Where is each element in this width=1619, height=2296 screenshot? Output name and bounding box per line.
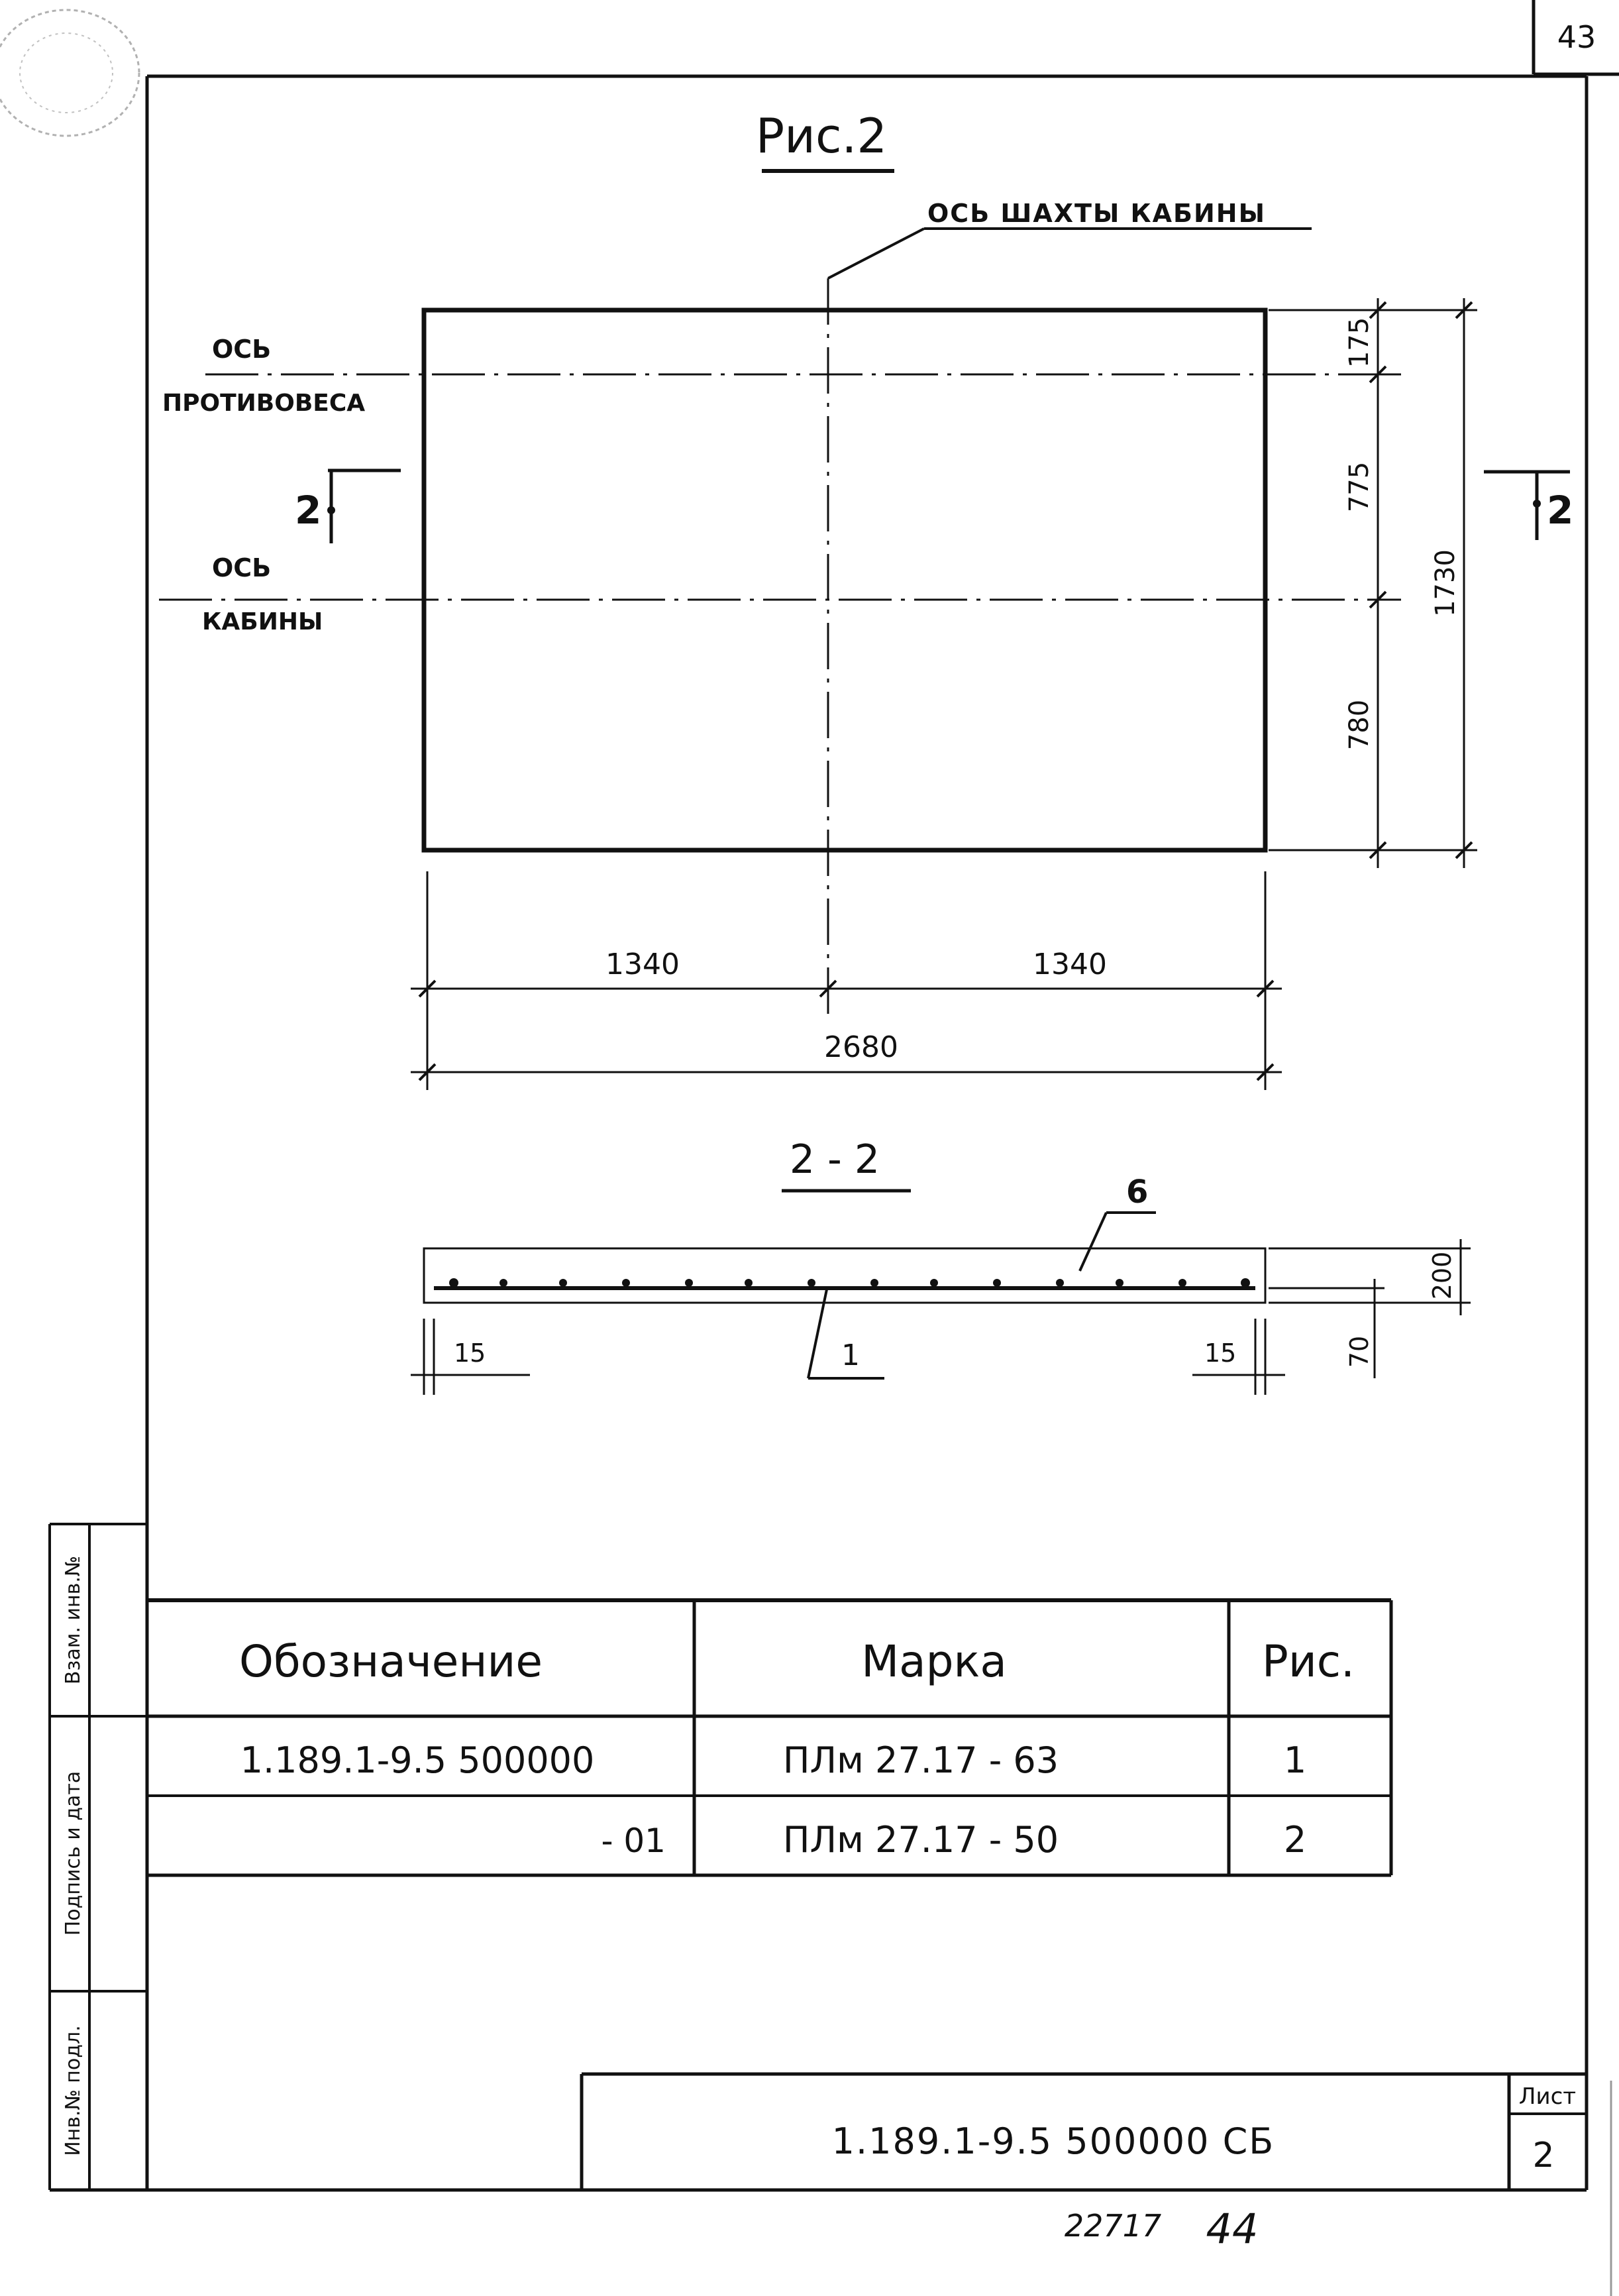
bottom-handwritten-number: 44: [1206, 2205, 1259, 2253]
dim-1340-right: 1340: [1033, 948, 1107, 981]
section-rebar-dots: [449, 1278, 1250, 1287]
shaft-axis-label: ОСЬ ШАХТЫ КАБИНЫ: [927, 199, 1266, 228]
side-label-1: Взам. инв.№: [62, 1555, 85, 1685]
figure-title: Рис.2: [755, 108, 888, 164]
corner-number: 43: [1557, 19, 1596, 55]
dim-2680: 2680: [824, 1030, 898, 1064]
counterweight-axis-label-2: ПРОТИВОВЕСА: [162, 390, 366, 417]
shaft-axis-leader: [828, 229, 924, 278]
spec-header-designation: Обозначение: [239, 1636, 543, 1687]
stamp-residue: [0, 10, 139, 136]
spec-row2-mark: ПЛм 27.17 - 50: [782, 1819, 1059, 1861]
svg-text:2: 2: [1547, 488, 1574, 533]
title-block-sheet-label: Лист: [1518, 2083, 1577, 2110]
section-title: 2 - 2: [789, 1136, 880, 1183]
svg-text:2: 2: [295, 488, 322, 533]
dim-200: 200: [1428, 1251, 1457, 1300]
section-side-dimensions: [411, 1239, 1471, 1395]
bottom-code: 22717: [1064, 2208, 1162, 2244]
section-mark-left: [295, 470, 401, 543]
section-slab-outline: [424, 1248, 1265, 1303]
dim-1340-left: 1340: [605, 948, 680, 981]
dim-15-right: 15: [1204, 1339, 1237, 1368]
dim-70: 70: [1345, 1335, 1374, 1368]
callout-6: 6: [1126, 1174, 1149, 1211]
spec-row2-designation: - 01: [601, 1822, 666, 1860]
counterweight-axis-label-1: ОСЬ: [212, 335, 272, 364]
spec-row1-designation: 1.189.1-9.5 500000: [240, 1739, 595, 1781]
dim-780: 780: [1344, 699, 1375, 751]
side-label-2: Подпись и дата: [62, 1771, 85, 1936]
spec-row2-fig: 2: [1283, 1819, 1307, 1861]
dim-775: 775: [1344, 461, 1375, 513]
side-label-3: Инв.№ подл.: [62, 2025, 85, 2156]
dim-175: 175: [1344, 317, 1375, 368]
section-mark-right: [1484, 472, 1573, 540]
title-block-sheet-number: 2: [1532, 2136, 1555, 2175]
cabin-axis-label-2: КАБИНЫ: [202, 608, 323, 635]
side-stamp: [50, 1524, 147, 2190]
callout-6-leader: [1080, 1213, 1106, 1271]
dim-15-left: 15: [454, 1339, 486, 1368]
cabin-axis-label-1: ОСЬ: [212, 553, 272, 582]
spec-row1-mark: ПЛм 27.17 - 63: [782, 1739, 1059, 1781]
spec-header-fig: Рис.: [1262, 1636, 1355, 1687]
corner-number-box: [1534, 0, 1619, 74]
dim-1730: 1730: [1430, 549, 1461, 617]
callout-1: 1: [841, 1339, 860, 1372]
title-block-doc-code: 1.189.1-9.5 500000 СБ: [831, 2120, 1275, 2162]
slab-plan-outline: [424, 310, 1265, 850]
spec-row1-fig: 1: [1283, 1739, 1307, 1781]
spec-header-mark: Марка: [861, 1636, 1007, 1687]
